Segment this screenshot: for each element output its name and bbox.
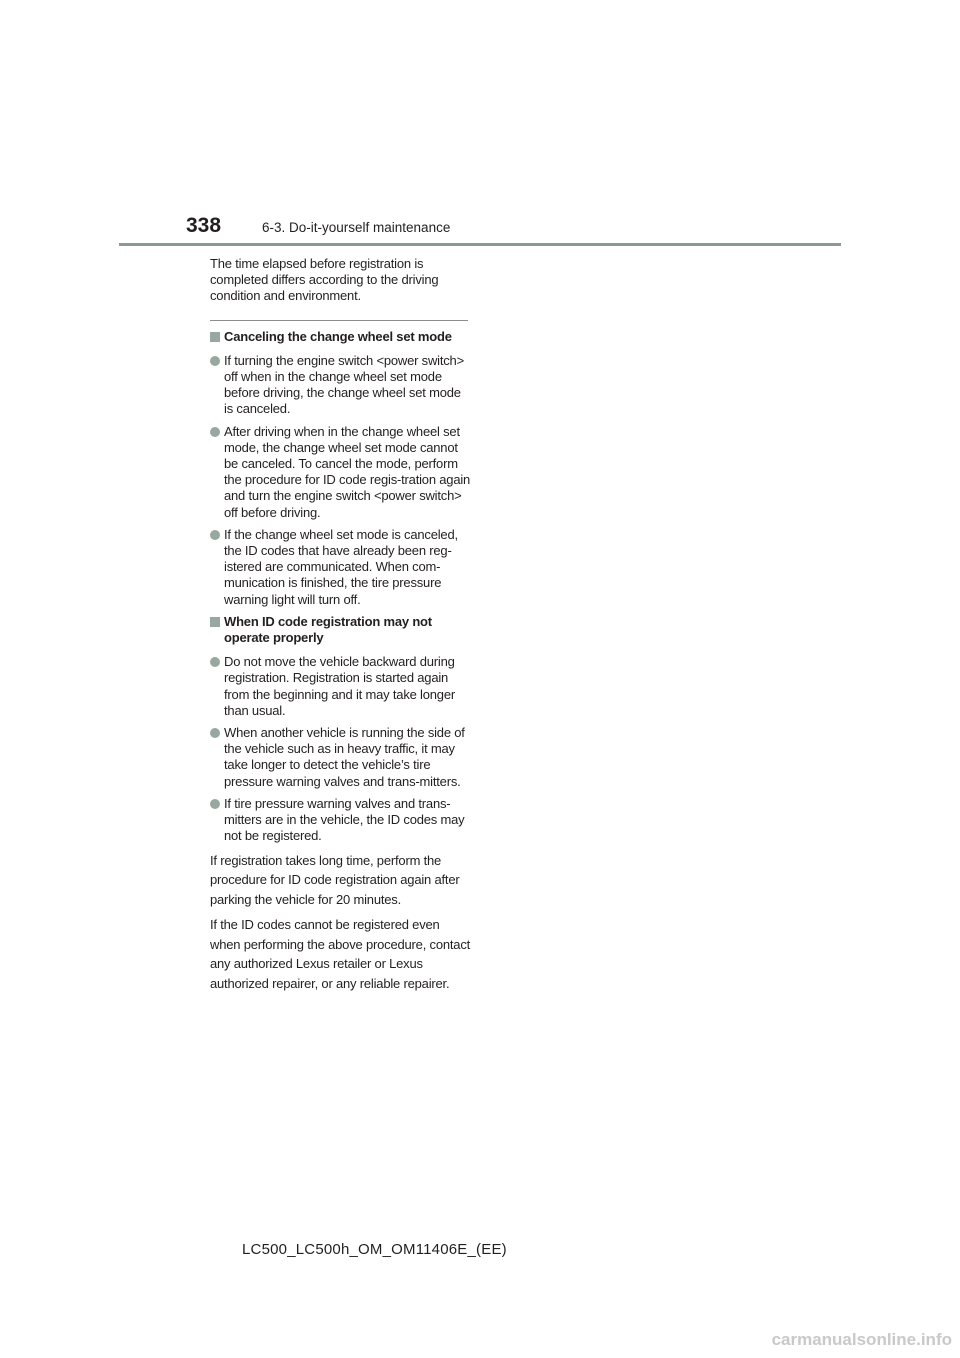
- watermark: carmanualsonline.info: [771, 1330, 952, 1349]
- list-item-text: Do not move the vehicle backward during registration. Registration is started again from the beginning and it may take longer than usual.: [224, 654, 455, 718]
- square-bullet-icon: [210, 332, 220, 342]
- section-divider: [210, 320, 468, 321]
- list-item-text: When another vehicle is running the side of the vehicle such as in heavy traffic, it may take longer to detect the vehicle’s tire pressure warning valves and trans-mitters.: [224, 725, 465, 789]
- section-canceling: [210, 329, 472, 608]
- list-item-text: If tire pressure warning valves and trans-mitters are in the vehicle, the ID codes may not be registered.: [224, 795, 465, 844]
- section-registration-issues: [210, 614, 472, 845]
- list-item: [210, 353, 472, 418]
- circle-bullet-icon: [210, 427, 220, 437]
- list-item: [210, 527, 472, 608]
- circle-bullet-icon: [210, 530, 220, 540]
- list-item: [210, 796, 472, 845]
- intro-paragraph: The time elapsed before registration is completed differs according to the driving condition and environment.: [210, 256, 439, 304]
- closing-paragraph: If the ID codes cannot be registered even when performing the above procedure, contact any authorized Lexus retailer or Lexus authorized repairer, or any reliable repairer.: [210, 917, 471, 991]
- section-heading: [210, 329, 472, 345]
- section-heading: [210, 614, 472, 646]
- header-rule: [119, 243, 841, 246]
- list-item: [210, 654, 472, 719]
- list-item: [210, 725, 472, 790]
- main-content: [210, 256, 472, 999]
- circle-bullet-icon: [210, 728, 220, 738]
- circle-bullet-icon: [210, 799, 220, 809]
- section-heading-text: When ID code registration may not operate properly: [224, 613, 432, 646]
- closing-paragraph: If registration takes long time, perform the procedure for ID code registration again after parking the vehicle for 20 minutes.: [210, 852, 460, 907]
- section-title: 6-3. Do-it-yourself maintenance: [262, 220, 451, 235]
- page-number: 338: [186, 214, 222, 237]
- list-item-text: If turning the engine switch <power switch> off when in the change wheel set mode before driving, the change wheel set mode is canceled.: [224, 352, 464, 417]
- list-item: [210, 424, 472, 521]
- circle-bullet-icon: [210, 657, 220, 667]
- circle-bullet-icon: [210, 356, 220, 366]
- square-bullet-icon: [210, 617, 220, 627]
- footer-doc-code: LC500_LC500h_OM_OM11406E_(EE): [242, 1241, 507, 1258]
- list-item-text: If the change wheel set mode is canceled, the ID codes that have already been reg-istered are communicated. When com-munication is finished, the tire pressure warning light will turn off.: [224, 526, 458, 607]
- section-heading-text: Canceling the change wheel set mode: [224, 328, 452, 344]
- list-item-text: After driving when in the change wheel set mode, the change wheel set mode cannot be canceled. To cancel the mode, perform the procedure for ID code regis-tration again and turn the engine switch <power switch> off before driving.: [224, 423, 471, 520]
